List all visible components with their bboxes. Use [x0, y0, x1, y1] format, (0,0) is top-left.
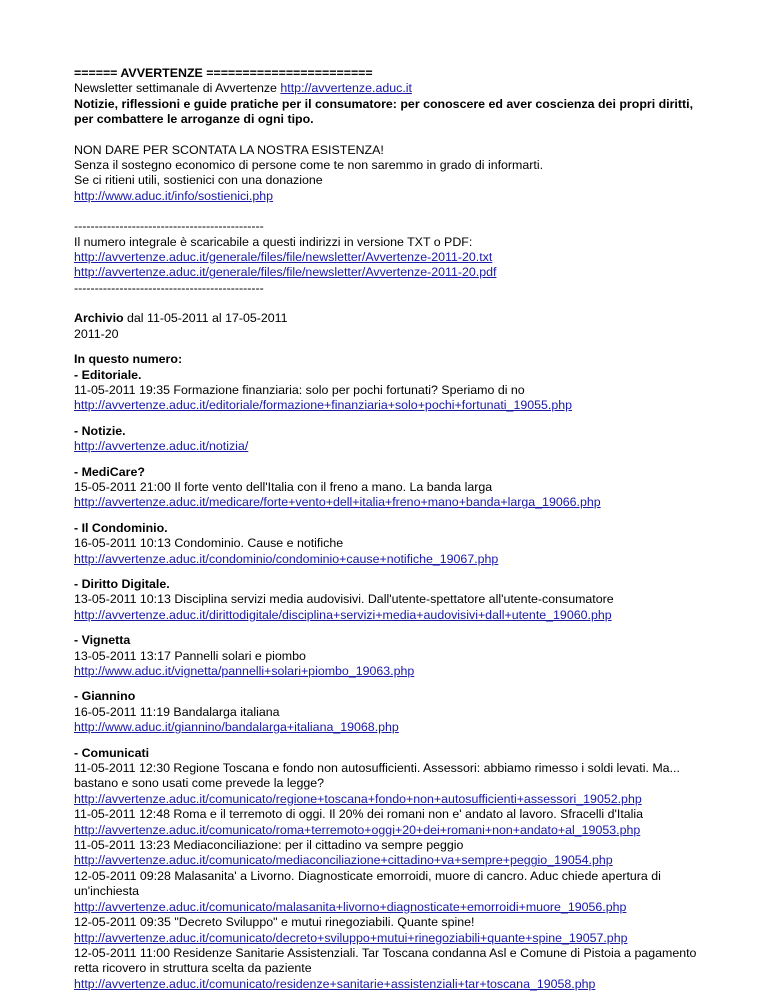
support-headline: NON DARE PER SCONTATA LA NOSTRA ESISTENZA! — [74, 142, 384, 157]
entry-text: 11-05-2011 13:23 Mediaconciliazione: per il cittadino va sempre peggio — [74, 838, 464, 853]
tagline: Notizie, riflessioni e guide pratiche per il consumatore: per conoscere ed aver coscienza dei propri diritti, per combattere le arroganze di ogni tipo. — [74, 96, 694, 127]
content-section — [74, 679, 714, 735]
entry-text: 12-05-2011 09:28 Malasanita' a Livorno. Diagnosticate emorroidi, muore di cancro. Aduc chiede apertura di un'inchiesta — [74, 868, 661, 899]
download-text: Il numero integrale è scaricabile a questi indirizzi in versione TXT o PDF: — [74, 234, 473, 249]
separator-top: ---------------------------------------------- — [74, 219, 264, 234]
section-title: - MediCare? — [74, 464, 145, 479]
entry-link[interactable]: http://avvertenze.aduc.it/medicare/forte+vento+dell+italia+freno+mano+banda+larga_19066.php — [74, 495, 601, 510]
support-line-2: Se ci ritieni utili, sostienici con una donazione — [74, 173, 323, 188]
archive-line — [74, 311, 714, 326]
entry-text: 13-05-2011 10:13 Disciplina servizi media audovisivi. Dall'utente-spettatore all'utente-consumatore — [74, 592, 614, 607]
entry-link[interactable]: http://avvertenze.aduc.it/comunicato/regione+toscana+fondo+non+autosufficienti+assessori_19052.php — [74, 791, 642, 806]
support-line-1: Senza il sostegno economico di persone come te non saremmo in grado di informarti. — [74, 158, 544, 173]
entry-link[interactable]: http://avvertenze.aduc.it/dirittodigitale/disciplina+servizi+media+audovisivi+dall+utente_19060.php — [74, 607, 612, 622]
section-title: - Notizie. — [74, 423, 126, 438]
download-txt-link[interactable]: http://avvertenze.aduc.it/generale/files/file/newsletter/Avvertenze-2011-20.txt — [74, 250, 493, 265]
content-section — [74, 368, 714, 414]
entry-text: 16-05-2011 10:13 Condominio. Cause e notifiche — [74, 536, 344, 551]
separator-bottom: ---------------------------------------------- — [74, 280, 264, 295]
section-title: - Diritto Digitale. — [74, 576, 170, 591]
entry-link[interactable]: http://avvertenze.aduc.it/comunicato/residenze+sanitarie+assistenziali+tar+toscana_19058.php — [74, 976, 596, 991]
entry-text: 12-05-2011 09:35 "Decreto Sviluppo" e mutui rinegoziabili. Quante spine! — [74, 915, 475, 930]
entry-text: 11-05-2011 19:35 Formazione finanziaria: solo per pochi fortunati? Speriamo di no — [74, 382, 525, 397]
entry-link[interactable]: http://avvertenze.aduc.it/comunicato/malasanita+livorno+diagnosticate+emorroidi+muore_19056.php — [74, 899, 627, 914]
content-section — [74, 414, 714, 455]
section-title: - Comunicati — [74, 745, 150, 760]
newsletter-prefix: Newsletter settimanale di Avvertenze — [74, 81, 277, 96]
support-link[interactable]: http://www.aduc.it/info/sostienici.php — [74, 188, 274, 203]
newsletter-link[interactable]: http://avvertenze.aduc.it — [280, 81, 412, 96]
entry-link[interactable]: http://www.aduc.it/giannino/bandalarga+italiana_19068.php — [74, 720, 399, 735]
entry-link[interactable]: http://www.aduc.it/vignetta/pannelli+solari+piombo_19063.php — [74, 664, 415, 678]
section-title: - Vignetta — [74, 633, 131, 648]
archive-label: Archivio — [74, 311, 124, 326]
entry-link[interactable]: http://avvertenze.aduc.it/condominio/condominio+cause+notifiche_19067.php — [74, 551, 499, 566]
entry-text: 11-05-2011 12:30 Regione Toscana e fondo non autosufficienti. Assessori: abbiamo rimesso i soldi levati. Ma... bastano e sono usati come prevede la legge? — [74, 761, 680, 791]
content-section — [74, 455, 714, 511]
newsletter-intro — [74, 81, 714, 96]
content-section — [74, 567, 714, 623]
content-section — [74, 736, 714, 993]
banner: ====== AVVERTENZE ======================= — [74, 66, 373, 80]
archive-range: dal 11-05-2011 al 17-05-2011 — [123, 311, 288, 326]
entry-text: 13-05-2011 13:17 Pannelli solari e piombo — [74, 648, 306, 663]
contents-sections — [74, 368, 714, 993]
entry-link[interactable]: http://avvertenze.aduc.it/comunicato/mediaconciliazione+cittadino+va+sempre+peggio_19054.php — [74, 853, 613, 868]
archive-issue: 2011-20 — [74, 326, 119, 341]
entry-link[interactable]: http://avvertenze.aduc.it/notizia/ — [74, 439, 249, 454]
entry-text: 11-05-2011 12:48 Roma e il terremoto di oggi. Il 20% dei romani non e' andato al lavoro. Sfracelli d'Italia — [74, 807, 644, 822]
entry-text: 16-05-2011 11:19 Bandalarga italiana — [74, 704, 280, 719]
section-title: - Giannino — [74, 689, 136, 704]
newsletter-document — [74, 66, 714, 992]
entry-text: 15-05-2011 21:00 Il forte vento dell'Italia con il freno a mano. La banda larga — [74, 479, 493, 494]
content-section — [74, 511, 714, 567]
entry-text: 12-05-2011 11:00 Residenze Sanitarie Assistenziali. Tar Toscana condanna Asl e Comune di Pistoia a pagamento retta ricovero in struttura scelta da paziente — [74, 945, 697, 976]
entry-link[interactable]: http://avvertenze.aduc.it/editoriale/formazione+finanziaria+solo+pochi+fortunati_19055.php — [74, 398, 573, 413]
content-section — [74, 623, 714, 679]
section-title: - Il Condominio. — [74, 520, 168, 535]
entry-link[interactable]: http://avvertenze.aduc.it/comunicato/decreto+sviluppo+mutui+rinegoziabili+quante+spine_19057.php — [74, 930, 628, 945]
entry-link[interactable]: http://avvertenze.aduc.it/comunicato/roma+terremoto+oggi+20+dei+romani+non+andato+al_19053.php — [74, 822, 641, 837]
download-pdf-link[interactable]: http://avvertenze.aduc.it/generale/files/file/newsletter/Avvertenze-2011-20.pdf — [74, 265, 497, 280]
contents-heading: In questo numero: — [74, 352, 183, 367]
section-title: - Editoriale. — [74, 367, 142, 382]
